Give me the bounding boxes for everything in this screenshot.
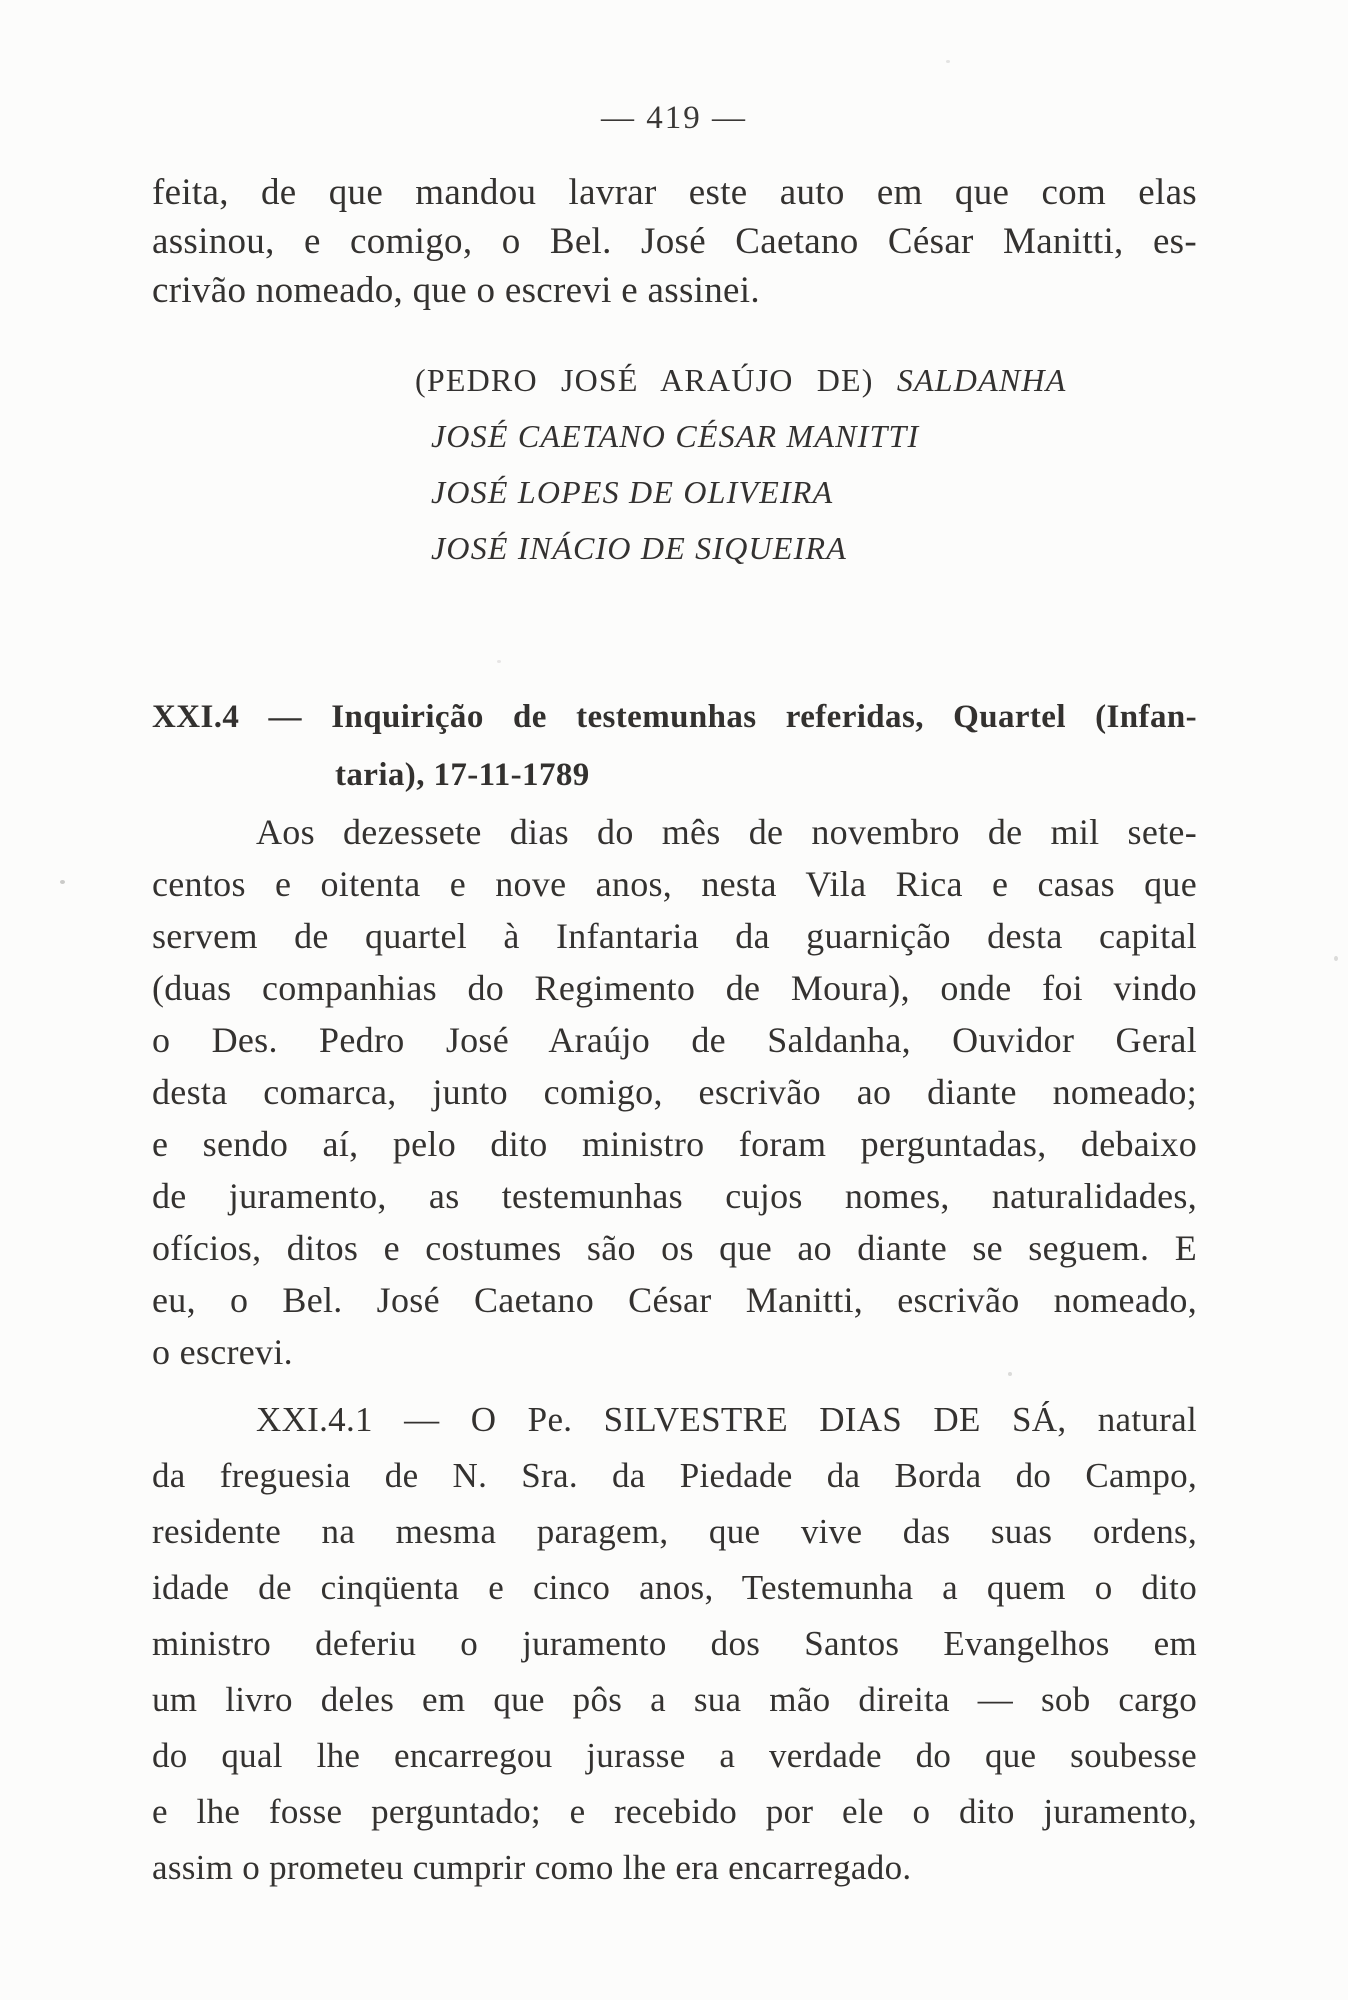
signature-name-roman: (PEDRO JOSÉ ARAÚJO DE): [415, 362, 874, 398]
witness-line: e lhe fosse perguntado; e recebido por ele o dito juramento,: [152, 1792, 1197, 1831]
body-line: ofícios, ditos e costumes são os que ao diante se seguem. E: [152, 1228, 1197, 1268]
ink-speck: [946, 60, 950, 63]
body-line: e sendo aí, pelo dito ministro foram perguntadas, debaixo: [152, 1124, 1197, 1164]
intro-line: crivão nomeado, que o escrevi e assinei.: [152, 270, 760, 311]
body-line: eu, o Bel. José Caetano César Manitti, escrivão nomeado,: [152, 1280, 1197, 1320]
intro-line: feita, de que mandou lavrar este auto em que com elas: [152, 172, 1197, 213]
signature-line: JOSÉ LOPES DE OLIVEIRA: [431, 474, 834, 510]
ink-speck: [497, 660, 501, 663]
witness-line: do qual lhe encarregou jurasse a verdade do que soubesse: [152, 1736, 1197, 1775]
signature-name-italic: SALDANHA: [873, 362, 1067, 398]
intro-paragraph: [152, 168, 1197, 315]
body-line: centos e oitenta e nove anos, nesta Vila Rica e casas que: [152, 864, 1197, 904]
body-line: desta comarca, junto comigo, escrivão ao diante nomeado;: [152, 1072, 1197, 1112]
witness-line: residente na mesma paragem, que vive das suas ordens,: [152, 1512, 1197, 1551]
body-paragraph: [152, 806, 1197, 1378]
signature-block: [415, 352, 1205, 576]
signature-line-saldanha: [415, 352, 1205, 408]
body-line: Aos dezessete dias do mês de novembro de mil sete-: [256, 812, 1197, 852]
witness-paragraph: [152, 1392, 1197, 1896]
witness-line: um livro deles em que pôs a sua mão direita — sob cargo: [152, 1680, 1197, 1719]
witness-line: ministro deferiu o juramento dos Santos Evangelhos em: [152, 1624, 1197, 1663]
signature-line: JOSÉ CAETANO CÉSAR MANITTI: [431, 418, 920, 454]
signature-line: JOSÉ INÁCIO DE SIQUEIRA: [431, 530, 847, 566]
ink-speck: [1008, 1372, 1012, 1376]
witness-line: assim o prometeu cumprir como lhe era encarregado.: [152, 1848, 912, 1887]
body-line: o Des. Pedro José Araújo de Saldanha, Ouvidor Geral: [152, 1020, 1197, 1060]
section-heading: [152, 688, 1197, 804]
body-line: de juramento, as testemunhas cujos nomes, naturalidades,: [152, 1176, 1197, 1216]
ink-speck: [1334, 956, 1338, 961]
body-line: o escrevi.: [152, 1332, 293, 1372]
intro-line: assinou, e comigo, o Bel. José Caetano César Manitti, es-: [152, 221, 1197, 262]
witness-heading-line: XXI.4.1 — O Pe. SILVESTRE DIAS DE SÁ, natural: [256, 1400, 1197, 1439]
section-heading-line-1: XXI.4 — Inquirição de testemunhas referidas, Quartel (Infan-: [152, 699, 1197, 735]
body-line: (duas companhias do Regimento de Moura), onde foi vindo: [152, 968, 1197, 1008]
ink-speck: [60, 880, 65, 884]
witness-line: da freguesia de N. Sra. da Piedade da Borda do Campo,: [152, 1456, 1197, 1495]
page-number: — 419 —: [601, 100, 747, 136]
section-heading-line-2: taria), 17-11-1789: [335, 757, 590, 793]
body-line: servem de quartel à Infantaria da guarnição desta capital: [152, 916, 1197, 956]
witness-line: idade de cinqüenta e cinco anos, Testemunha a quem o dito: [152, 1568, 1197, 1607]
